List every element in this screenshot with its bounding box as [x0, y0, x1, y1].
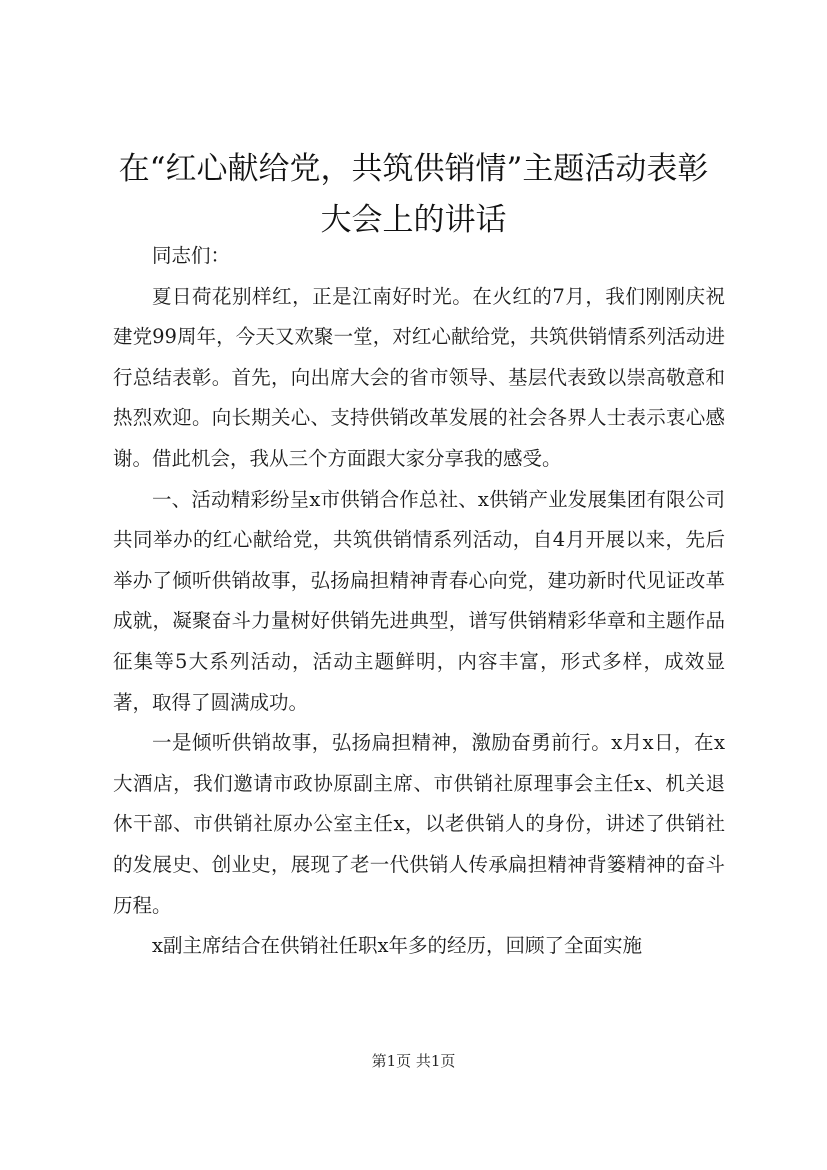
title-line-1: 在“红心献给党，共筑供销情”主题活动表彰 [118, 151, 709, 187]
salutation: 同志们： [152, 244, 231, 267]
paragraph-continuation: x副主席结合在供销社任职x年多的经历，回顾了全面实施 [152, 934, 642, 958]
document-body [113, 236, 725, 967]
paragraph-section-one: 一、活动精彩纷呈x市供销合作总社、x供销产业发展集团有限公司共同举办的红心献给党，共筑供销情系列活动，自4月开展以来，先后举办了倾听供销故事，弘扬扁担精神青春心向党，建功新时代见证改革成就，凝聚奋斗力量树好供销先进典型，谱写供销精彩华章和主题作品征集等5大系列活动，活动主题鲜明，内容丰富，形式多样，成效显著，取得了圆满成功。 [113, 487, 725, 714]
paragraph-point-one: 一是倾听供销故事，弘扬扁担精神，激励奋勇前行。x月x日，在x大酒店，我们邀请市政协原副主席、市供销社原理事会主任x、机关退休干部、市供销社原办公室主任x，以老供销人的身份，讲述了供销社的发展史、创业史，展现了老一代供销人传承扁担精神背篓精神的奋斗历程。 [113, 731, 725, 917]
document-title [100, 144, 727, 246]
title-line-2: 大会上的讲话 [320, 202, 507, 238]
page-footer: 第1页 共1页 [371, 1052, 456, 1070]
paragraph-intro: 夏日荷花别样红，正是江南好时光。在火红的7月，我们刚刚庆祝建党99周年，今天又欢聚一堂，对红心献给党，共筑供销情系列活动进行总结表彰。首先，向出席大会的省市领导、基层代表致以崇高敬意和热烈欢迎。向长期关心、支持供销改革发展的社会各界人士表示衷心感谢。借此机会，我从三个方面跟大家分享我的感受。 [113, 284, 725, 470]
